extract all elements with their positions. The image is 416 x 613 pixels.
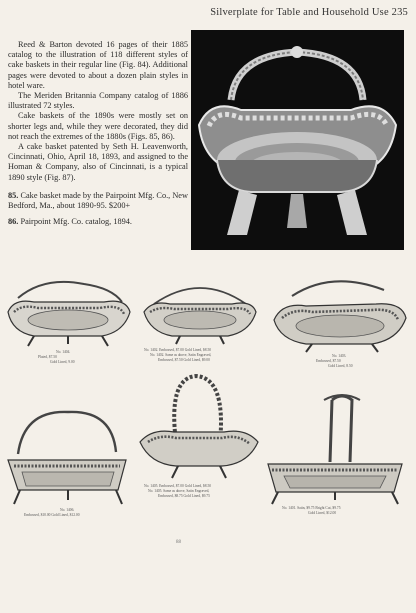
caption-text: Pairpoint Mfg. Co. catalog, 1894. [20,217,132,227]
catalog-item-1403 [272,272,408,368]
item-label: No. 1402. Same as above, Satin Engraved, [150,353,212,357]
item-label: No. 1403. [332,354,347,358]
item-price: Gold Lined, 9.00 [50,360,75,364]
paragraph: A cake basket patented by Seth H. Leavenworth, Cincinnati, Ohio, April 18, 1893, and assigned to the Homan & Company, also of Cincinnati, is a typical 1890 style (Fig. 87). [8,142,188,182]
item-label: No. 1402. Embossed, $7.00 Gold Lined, $8.50 [144,348,212,352]
item-price: Embossed, $10.00 Gold Lined, $12.00 [24,513,80,517]
caption-number: 85. [8,190,19,200]
body-text [8,40,188,227]
catalog-item-1402 [140,272,260,362]
cake-basket-engraving [4,408,134,508]
paragraph: Reed & Barton devoted 16 pages of their 1885 catalog to the illustration of 118 different styles of cake baskets in their regular line (Fig. 84). Additional pages were devoted to about a dozen plain styles in hotel ware. [8,40,188,90]
item-price: Embossed, $8.75 Gold Lined, $9.75 [158,494,210,498]
item-price: Plated, $7.50 [38,355,57,359]
running-head: Silverplate for Table and Household Use 235 [210,7,408,18]
cake-basket-engraving [272,272,408,354]
cake-basket-photo [191,30,404,250]
paragraph: Cake baskets of the 1890s were mostly set on shorter legs and, while they were decorated, they did not reach the extremes of the 1880s (Figs. 85, 86). [8,111,188,141]
caption-text: Cake basket made by the Pairpoint Mfg. Co., New Bedford, Ma., about 1890-95. $200+ [8,190,188,211]
item-label: No. 1406. [60,508,75,512]
item-price: Embossed, $7.50 [316,359,341,363]
catalog-item-1406 [4,408,134,517]
cake-basket-illustration [191,30,404,250]
catalog-item-1404 [4,276,132,364]
item-label: No. 1404. [56,350,71,354]
catalog-page-number: 88 [176,540,181,545]
item-price: Embossed, $7.50 Gold Lined, $9.00 [158,358,210,362]
item-label: No. 1405. Same as above, Satin Engraved, [148,489,210,493]
cake-basket-engraving [138,372,260,482]
cake-basket-engraving [262,392,408,508]
item-price: Gold Lined, $12.00 [308,511,337,515]
cake-basket-engraving [140,272,260,346]
catalog-item-1401 [262,392,408,515]
item-price: Gold Lined, 8.50 [328,364,353,368]
caption-number: 86. [8,217,19,227]
cake-basket-engraving [4,276,132,350]
catalog-item-1405 [138,372,260,498]
figure-caption-85 [8,191,188,211]
figure-caption-86 [8,217,188,227]
item-label: No. 1405. Embossed, $7.00 Gold Lined, $8.50 [144,484,212,488]
paragraph: The Meriden Britannia Company catalog of 1886 illustrated 72 styles. [8,91,188,111]
item-label: No. 1401. Satin, $9.75 Bright Cut, $9.75 [282,506,341,510]
catalog-page [0,268,416,613]
